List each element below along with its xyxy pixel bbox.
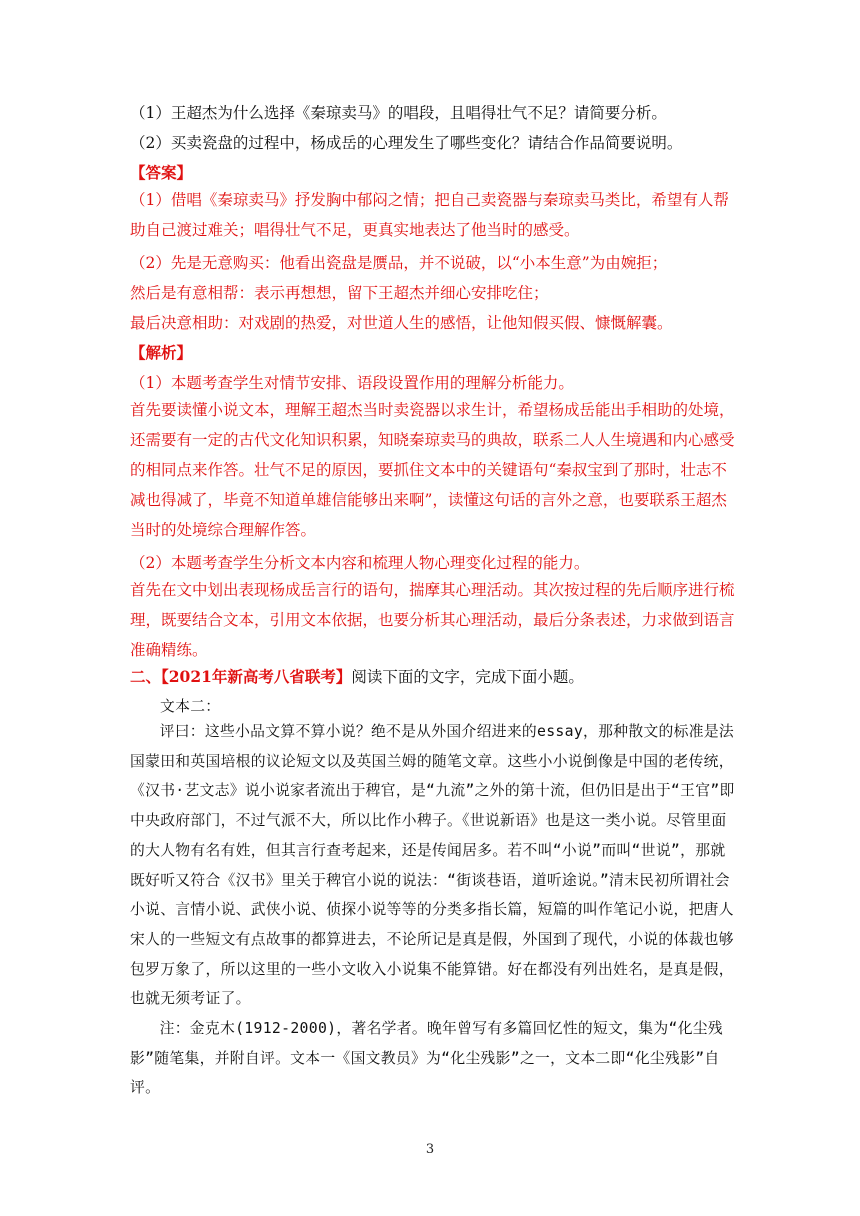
answer-2-line-3: 最后决意相助：对戏剧的热爱，对世道人生的感悟，让他知假买假、慷慨解囊。 — [130, 314, 673, 332]
section-2-heading — [130, 667, 735, 687]
analysis-2-body: 首先在文中划出表现杨成岳言行的语句，揣摩其心理活动。其次按过程的先后顺序进行梳理，既要结合文本，引用文本依据，也要分析其心理活动，最后分条表述，力求做到语言准确精练。 — [130, 581, 735, 659]
question-2: （2）买卖瓷盘的过程中，杨成岳的心理发生了哪些变化？请结合作品简要说明。 — [130, 134, 683, 152]
text-2-body: 评曰：这些小品文算不算小说？绝不是从外国介绍进来的essay，那种散文的标准是法国蒙田和英国培根的议论短文以及英国兰姆的随笔文章。这些小小说倒像是中国的老传统，《汉书·艺文志》说小说家者流出于稗官，是“九流”之外的第十流，但仍旧是出于“王官”即中央政府部门，不过气派不大，所以比作小稗子。《世说新语》也是这一类小说。尽管里面的大人物有名有姓，但其言行查考起来，还是传闻居多。若不叫“小说”而叫“世说”，那就既好听又符合《汉书》里关于稗官小说的说法：“街谈巷语，道听途说。”清末民初所谓社会小说、言情小说、武侠小说、侦探小说等等的分类多指长篇，短篇的叫作笔记小说，把唐人宋人的一些短文有点故事的都算进去，不论所记是真是假，外国到了现代，小说的体裁也够包罗万象了，所以这里的一些小文收入小说集不能算错。好在都没有列出姓名，是真是假，也就无须考证了。 — [130, 723, 735, 1008]
analysis-1-body: 首先要读懂小说文本，理解王超杰当时卖瓷器以求生计，希望杨成岳能出手相助的处境，还需要有一定的古代文化知识积累，知晓秦琼卖马的典故，联系二人人生境遇和内心感受的相同点来作答。壮气不足的原因，要抓住文本中的关键语句“秦叔宝到了那时，壮志不减也得减了，毕竟不知道单雄信能够出来啊”，读懂这句话的言外之意，也要联系王超杰当时的处境综合理解作答。 — [130, 401, 735, 539]
analysis-1-title: （1）本题考查学生对情节安排、语段设置作用的理解分析能力。 — [130, 374, 574, 392]
page-number: 3 — [425, 1142, 435, 1157]
analysis-2-title: （2）本题考查学生分析文本内容和梳理人物心理变化过程的能力。 — [130, 554, 590, 572]
section-2-instruction: 阅读下面的文字，完成下面小题。 — [351, 668, 584, 686]
analysis-header: 【解析】 — [130, 343, 193, 362]
answer-2-line-2: 然后是有意相帮：表示再想想，留下王超杰并细心安排吃住； — [130, 284, 549, 302]
text-2-note: 注：金克木(1912-2000)，著名学者。晚年曾写有多篇回忆性的短文，集为“化尘残影”随笔集，并附自评。文本一《国文教员》为“化尘残影”之一，文本二即“化尘残影”自评。 — [130, 1020, 724, 1097]
section-2-source: 【2021年新高考八省联考】 — [161, 667, 352, 686]
answer-2-line-1: （2）先是无意购买：他看出瓷盘是赝品，并不说破，以“小本生意”为由婉拒； — [130, 254, 668, 272]
answer-header: 【答案】 — [130, 163, 193, 182]
text-2-label: 文本二： — [160, 698, 221, 715]
section-2-prefix: 二、 — [130, 667, 162, 686]
question-1: （1）王超杰为什么选择《秦琼卖马》的唱段，且唱得壮气不足？请简要分析。 — [130, 104, 667, 122]
answer-1: （1）借唱《秦琼卖马》抒发胸中郁闷之情；把自己卖瓷器与秦琼卖马类比，希望有人帮助自己渡过难关；唱得壮气不足，更真实地表达了他当时的感受。 — [130, 191, 729, 239]
